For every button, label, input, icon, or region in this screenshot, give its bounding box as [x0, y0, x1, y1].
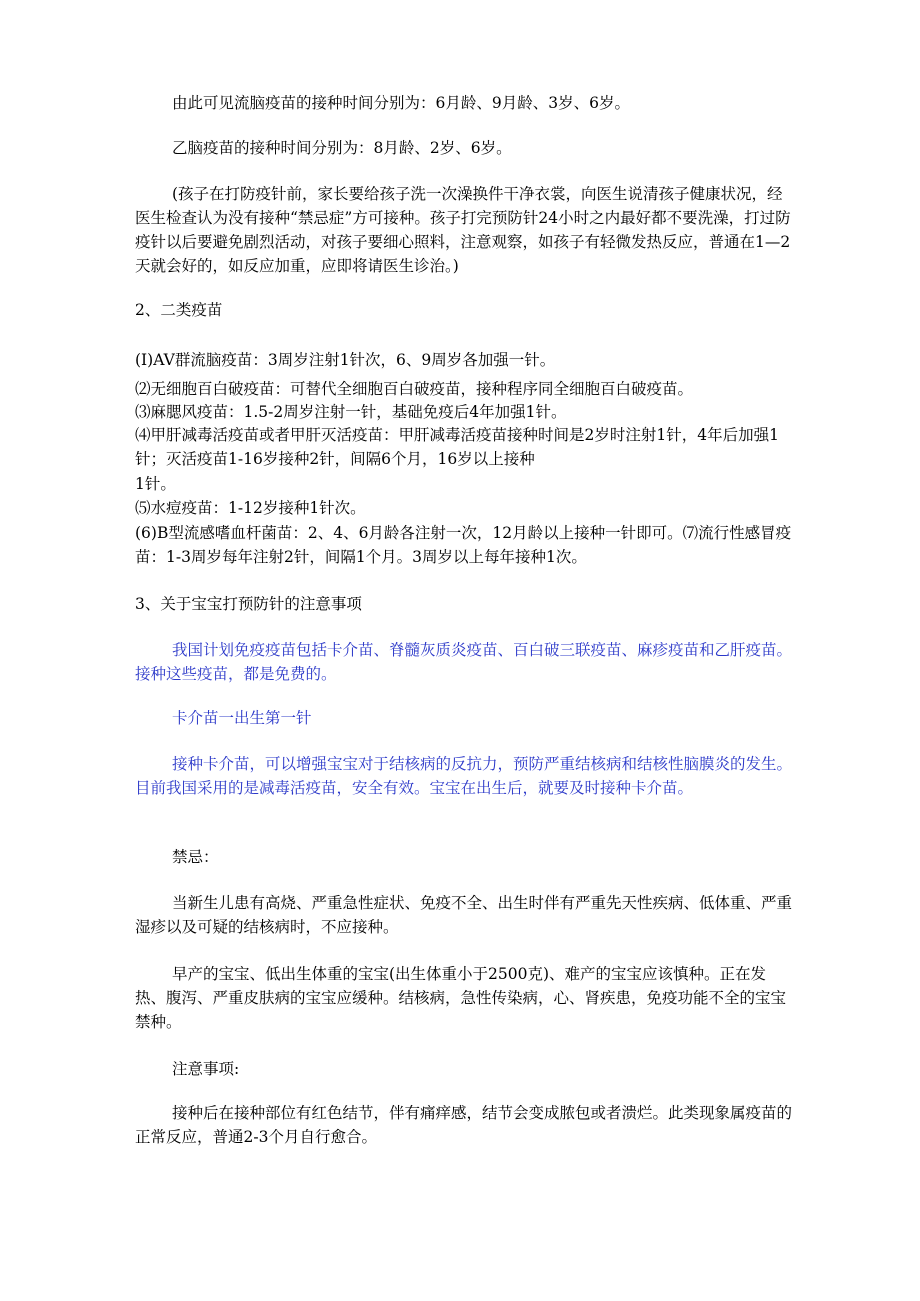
section-heading-3: 3、关于宝宝打预防针的注意事项 — [135, 595, 362, 613]
paragraph-notes: 接种后在接种部位有红色结节，伴有痛痒感，结节会变成脓包或者溃烂。此类现象属疫苗的正常反应，普通2-3个月自行愈合。 — [135, 1104, 793, 1146]
paragraph-je-schedule: 乙脑疫苗的接种时间分别为：8月龄、2岁、6岁。 — [172, 139, 512, 157]
list-item-4-continued: 1针。 — [135, 475, 176, 493]
section-heading-2: 2、二类疫苗 — [135, 301, 223, 319]
list-item-2: ⑵无细胞百白破疫苗：可替代全细胞百白破疫苗，接种程序同全细胞百白破疫苗。 — [135, 380, 694, 398]
subheading-bcg: 卡介苗一出生第一针 — [172, 709, 312, 727]
list-item-4: ⑷甲肝减毒活疫苗或者甲肝灭活疫苗：甲肝减毒活疫苗接种时间是2岁时注射1针，4年后加强1针；灭活疫苗1-16岁接种2针，间隔6个月，16岁以上接种 — [135, 426, 779, 468]
list-item-3: ⑶麻腮风疫苗：1.5-2周岁注射一针，基础免疫后4年加强1针。 — [135, 403, 567, 421]
label-notes: 注意事项: — [172, 1060, 240, 1078]
paragraph-contraindications-2: 早产的宝宝、低出生体重的宝宝(出生体重小于2500克)、难产的宝宝应该慎种。正在发热、腹泻、严重皮肤病的宝宝应缓种。结核病，急性传染病，心、肾疾患，免疫功能不全的宝宝禁种。 — [135, 965, 787, 1031]
list-item-1: (I)AV群流脑疫苗：3周岁注射1针次，6、9周岁各加强一针。 — [135, 351, 556, 369]
paragraph-bcg: 接种卡介苗，可以增强宝宝对于结核病的反抗力，预防严重结核病和结核性脑膜炎的发生。目前我国采用的是减毒活疫苗，安全有效。宝宝在出生后，就要及时接种卡介苗。 — [135, 755, 793, 797]
list-item-5: ⑸水痘疫苗：1-12岁接种1针次。 — [135, 499, 366, 517]
paragraph-contraindications-1: 当新生儿患有高烧、严重急性症状、免疫不全、出生时伴有严重先天性疾病、低体重、严重湿疹以及可疑的结核病时，不应接种。 — [135, 894, 793, 936]
paragraph-free-vaccines: 我国计划免疫疫苗包括卡介苗、脊髓灰质炎疫苗、百白破三联疫苗、麻疹疫苗和乙肝疫苗。接种这些疫苗，都是免费的。 — [135, 641, 793, 683]
list-item-6-7: (6)B型流感嗜血杆菌苗：2、4、6月龄各注射一次，12月龄以上接种一针即可。⑺流行性感冒疫苗：1-3周岁每年注射2针，间隔1个月。3周岁以上每年接种1次。 — [135, 524, 792, 566]
paragraph-mening-schedule: 由此可见流脑疫苗的接种时间分别为：6月龄、9月龄、3岁、6岁。 — [172, 94, 630, 112]
paragraph-before-vaccination: (孩子在打防疫针前，家长要给孩子洗一次澡换件干净衣裳，向医生说清孩子健康状况，经医生检查认为没有接种“禁忌症”方可接种。孩子打完预防针24小时之内最好都不要洗澡，打过防疫针以后要避免剧烈活动，对孩子要细心照料，注意观察，如孩子有轻微发热反应，普通在1—2天就会好的，如反应加重，应即将请医生诊治。) — [135, 185, 791, 275]
label-contraindications: 禁忌： — [172, 848, 219, 866]
